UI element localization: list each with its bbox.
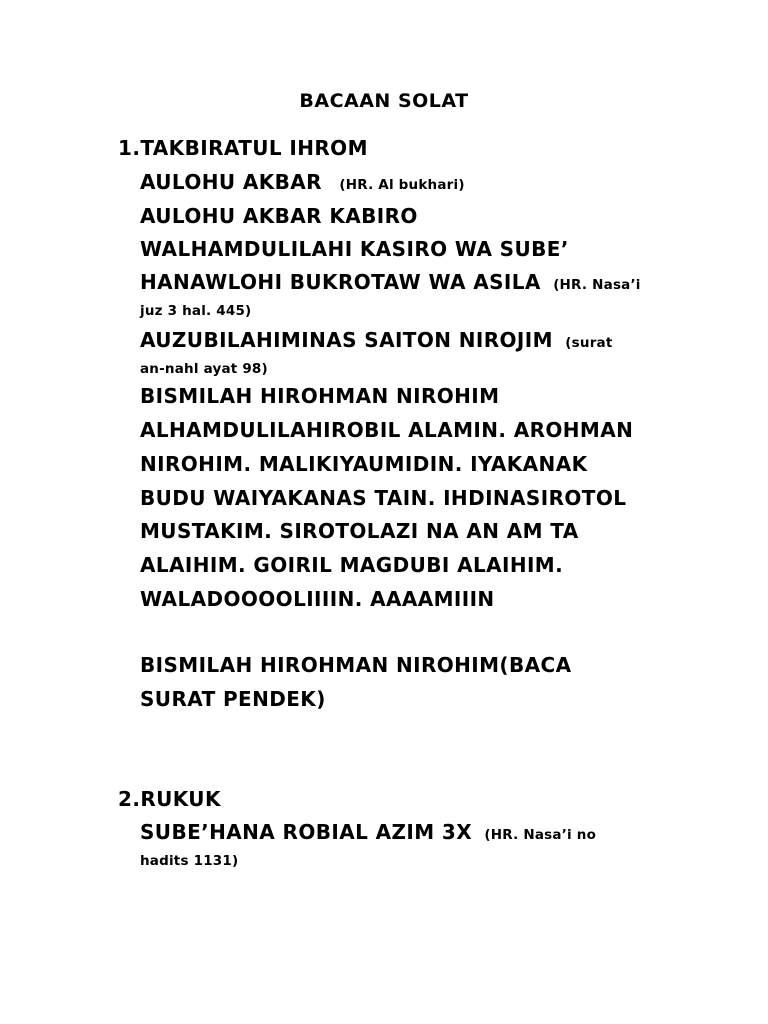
recitation-line: BISMILAH HIROHMAN NIROHIM xyxy=(140,384,500,408)
quran-reference: (surat xyxy=(565,335,613,351)
recitation-line: WALHAMDULILAHI KASIRO WA SUBE’ xyxy=(140,237,569,261)
recitation-line: WALADOOOOLIIIIN. AAAAMIIIN xyxy=(140,587,495,611)
recitation-text: AULOHU AKBAR xyxy=(140,170,322,194)
hadith-reference-continued: hadits 1131) xyxy=(140,853,239,869)
recitation-text: SUBE’HANA ROBIAL AZIM 3X xyxy=(140,820,473,844)
hadith-reference-continued: juz 3 hal. 445) xyxy=(140,303,252,319)
text-line xyxy=(140,270,641,294)
recitation-line: SURAT PENDEK) xyxy=(140,687,326,711)
text-line xyxy=(140,170,465,194)
recitation-line: ALHAMDULILAHIROBIL ALAMIN. AROHMAN xyxy=(140,418,634,442)
recitation-text: HANAWLOHI BUKROTAW WA ASILA xyxy=(140,270,541,294)
section-heading-rukuk: 2.RUKUK xyxy=(118,787,221,811)
text-line xyxy=(140,328,613,352)
recitation-line: AULOHU AKBAR KABIRO xyxy=(140,204,418,228)
hadith-reference: (HR. Al bukhari) xyxy=(339,177,465,193)
recitation-line: MUSTAKIM. SIROTOLAZI NA AN AM TA xyxy=(140,519,579,543)
recitation-line: BISMILAH HIROHMAN NIROHIM(BACA xyxy=(140,653,572,677)
recitation-line: ALAIHIM. GOIRIL MAGDUBI ALAIHIM. xyxy=(140,553,564,577)
page-title: BACAAN SOLAT xyxy=(299,90,469,112)
section-heading-takbiratul-ihrom: 1.TAKBIRATUL IHROM xyxy=(118,136,368,160)
quran-reference-continued: an-nahl ayat 98) xyxy=(140,361,268,377)
recitation-text: AUZUBILAHIMINAS SAITON NIROJIM xyxy=(140,328,553,352)
text-line xyxy=(140,820,596,844)
hadith-reference: (HR. Nasa’i no xyxy=(484,827,597,843)
recitation-line: NIROHIM. MALIKIYAUMIDIN. IYAKANAK xyxy=(140,452,588,476)
recitation-line: BUDU WAIYAKANAS TAIN. IHDINASIROTOL xyxy=(140,486,627,510)
hadith-reference: (HR. Nasa’i xyxy=(553,277,641,293)
